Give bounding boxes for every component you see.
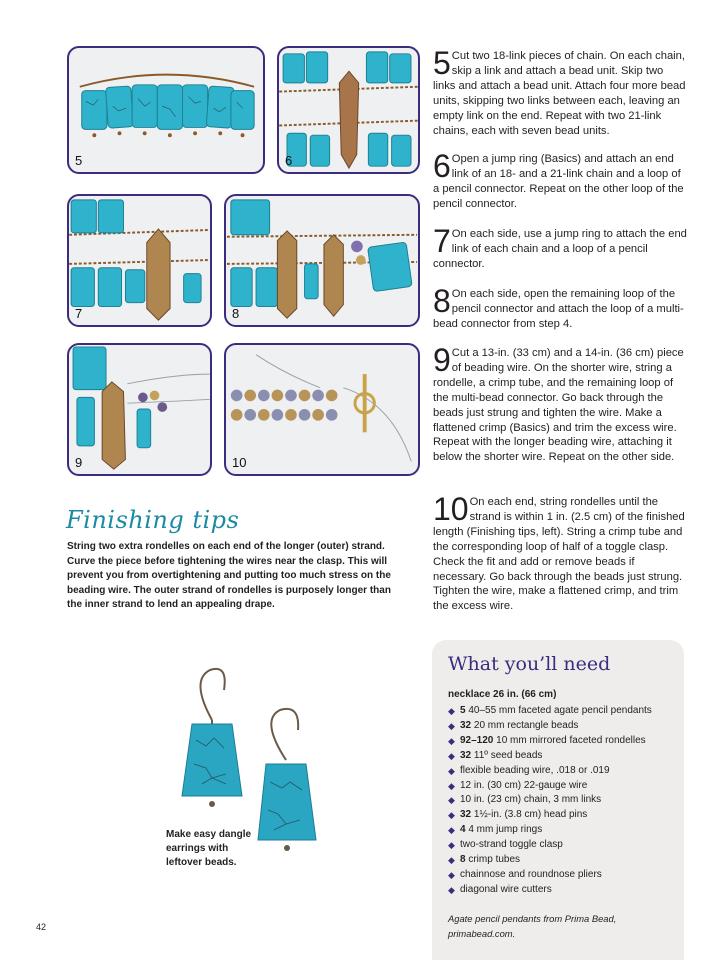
list-item: ◆ 92–120 10 mm mirrored faceted rondelles — [448, 734, 680, 749]
pendant-connector-image — [69, 196, 210, 325]
crimp-wire-image — [69, 345, 210, 474]
earrings-caption: Make easy dangle earrings with leftover beads. — [166, 829, 252, 868]
list-item: ◆ 32 1½-in. (3.8 cm) head pins — [448, 808, 680, 823]
step-number: 10 — [433, 491, 469, 527]
step-text: Cut a 13-in. (33 cm) and a 14-in. (36 cm) piece of beading wire. On the shorter wire, string a rondelle, a crimp tube, and the remaining loop of the multi-bead connector. Go back through the beads just strung and tighten the wire. Make a flattened crimp (Basics) and trim the excess wire. Repeat with the longer beading wire, attaching it below the shorter wire. Repeat on the other side. — [433, 347, 684, 464]
step-8 — [433, 283, 688, 332]
list-item: ◆ 4 4 mm jump rings — [448, 823, 680, 838]
what-you-need-title: What you’ll need — [448, 653, 611, 675]
step-text: Open a jump ring (Basics) and attach an end link of an 18- and a 21-link chain and a loop of a pencil connector. Repeat on the other loop of the pencil connector. — [433, 153, 684, 210]
step-text: On each end, string rondelles until the strand is within 1 in. (2.5 cm) of the finished length (Finishing tips, left). String a crimp tube and the corresponding loop of half of a toggle clasp. Check the fit and add or remove beads if necessary. Go back through the beads just strung. Tighten the wire, make a flattened crimp, and trim the excess wire. — [433, 496, 685, 613]
photo-number: 10 — [232, 455, 247, 470]
page-number: 42 — [36, 922, 47, 932]
bullet-icon: ◆ — [448, 720, 455, 731]
list-item: ◆ two-strand toggle clasp — [448, 838, 680, 853]
step-9 — [433, 342, 688, 465]
step-10 — [433, 491, 688, 614]
bullet-icon: ◆ — [448, 855, 455, 866]
list-item: ◆ 32 20 mm rectangle beads — [448, 719, 680, 734]
photo-number: 5 — [75, 153, 83, 168]
step-6 — [433, 148, 688, 212]
list-item: ◆ 5 40–55 mm faceted agate pencil pendants — [448, 704, 680, 719]
bullet-icon: ◆ — [448, 706, 455, 716]
step-number: 7 — [433, 223, 451, 259]
finishing-tips-body: String two extra rondelles on each end of the longer (outer) strand. Curve the piece before tightening the wires near the clasp. This will prevent you from overtightening and putting too much stress on the beading wire. The outer strand of rondelles is purposely longer than the inner strand to lend an appealing drape. — [67, 541, 391, 610]
pendant-chain-image — [279, 48, 418, 172]
toggle-clasp-image — [226, 345, 418, 474]
bullet-icon: ◆ — [448, 765, 455, 776]
step-photo-7 — [67, 194, 212, 327]
bullet-icon: ◆ — [448, 810, 455, 821]
photo-number: 6 — [285, 153, 293, 168]
bullet-icon: ◆ — [448, 735, 455, 746]
step-photo-8 — [224, 194, 420, 327]
step-number: 8 — [433, 283, 451, 319]
step-7 — [433, 223, 688, 272]
step-text: Cut two 18-link pieces of chain. On each chain, skip a link and attach a bead unit. Skip two links and attach a bead unit. Attach four more bead units, skipping two links between each, leaving an empty link on the end. Repeat with two 21-link chains, each with seven bead units. — [433, 50, 686, 137]
list-item: ◆ chainnose and roundnose pliers — [448, 868, 680, 883]
turquoise-beads-image — [69, 48, 263, 172]
photo-number: 8 — [232, 306, 240, 321]
bullet-icon: ◆ — [448, 869, 455, 880]
supplier-credit: Agate pencil pendants from Prima Bead, primabead.com. — [448, 913, 617, 939]
step-text: On each side, use a jump ring to attach the end link of each chain and a loop of a pencil connector. — [433, 228, 687, 270]
what-you-need-box — [432, 640, 684, 960]
step-5 — [433, 45, 688, 138]
bullet-icon: ◆ — [448, 795, 455, 806]
step-photo-5 — [67, 46, 265, 174]
bullet-icon: ◆ — [448, 884, 455, 895]
step-photo-10 — [224, 343, 420, 476]
multi-bead-connector-image — [226, 196, 418, 325]
finishing-tips-title: Finishing tips — [66, 506, 240, 534]
step-photo-6 — [277, 46, 420, 174]
step-text: On each side, open the remaining loop of the pencil connector and attach the loop of a multi-bead connector from step 4. — [433, 288, 684, 330]
bullet-icon: ◆ — [448, 780, 455, 791]
bullet-icon: ◆ — [448, 825, 455, 836]
photo-number: 7 — [75, 306, 83, 321]
materials-list — [448, 704, 680, 898]
step-number: 9 — [433, 342, 451, 378]
what-you-need-subtitle: necklace 26 in. (66 cm) — [448, 689, 557, 700]
list-item: ◆ 32 11º seed beads — [448, 749, 680, 764]
step-number: 5 — [433, 45, 451, 81]
bullet-icon: ◆ — [448, 750, 455, 761]
photo-number: 9 — [75, 455, 83, 470]
list-item: ◆ 12 in. (30 cm) 22-gauge wire — [448, 779, 680, 794]
step-number: 6 — [433, 148, 451, 184]
list-item: ◆ 8 crimp tubes — [448, 853, 680, 868]
step-photo-9 — [67, 343, 212, 476]
bullet-icon: ◆ — [448, 840, 455, 851]
list-item: ◆ 10 in. (23 cm) chain, 3 mm links — [448, 793, 680, 808]
list-item: ◆ diagonal wire cutters — [448, 883, 680, 898]
list-item: ◆ flexible beading wire, .018 or .019 — [448, 764, 680, 779]
